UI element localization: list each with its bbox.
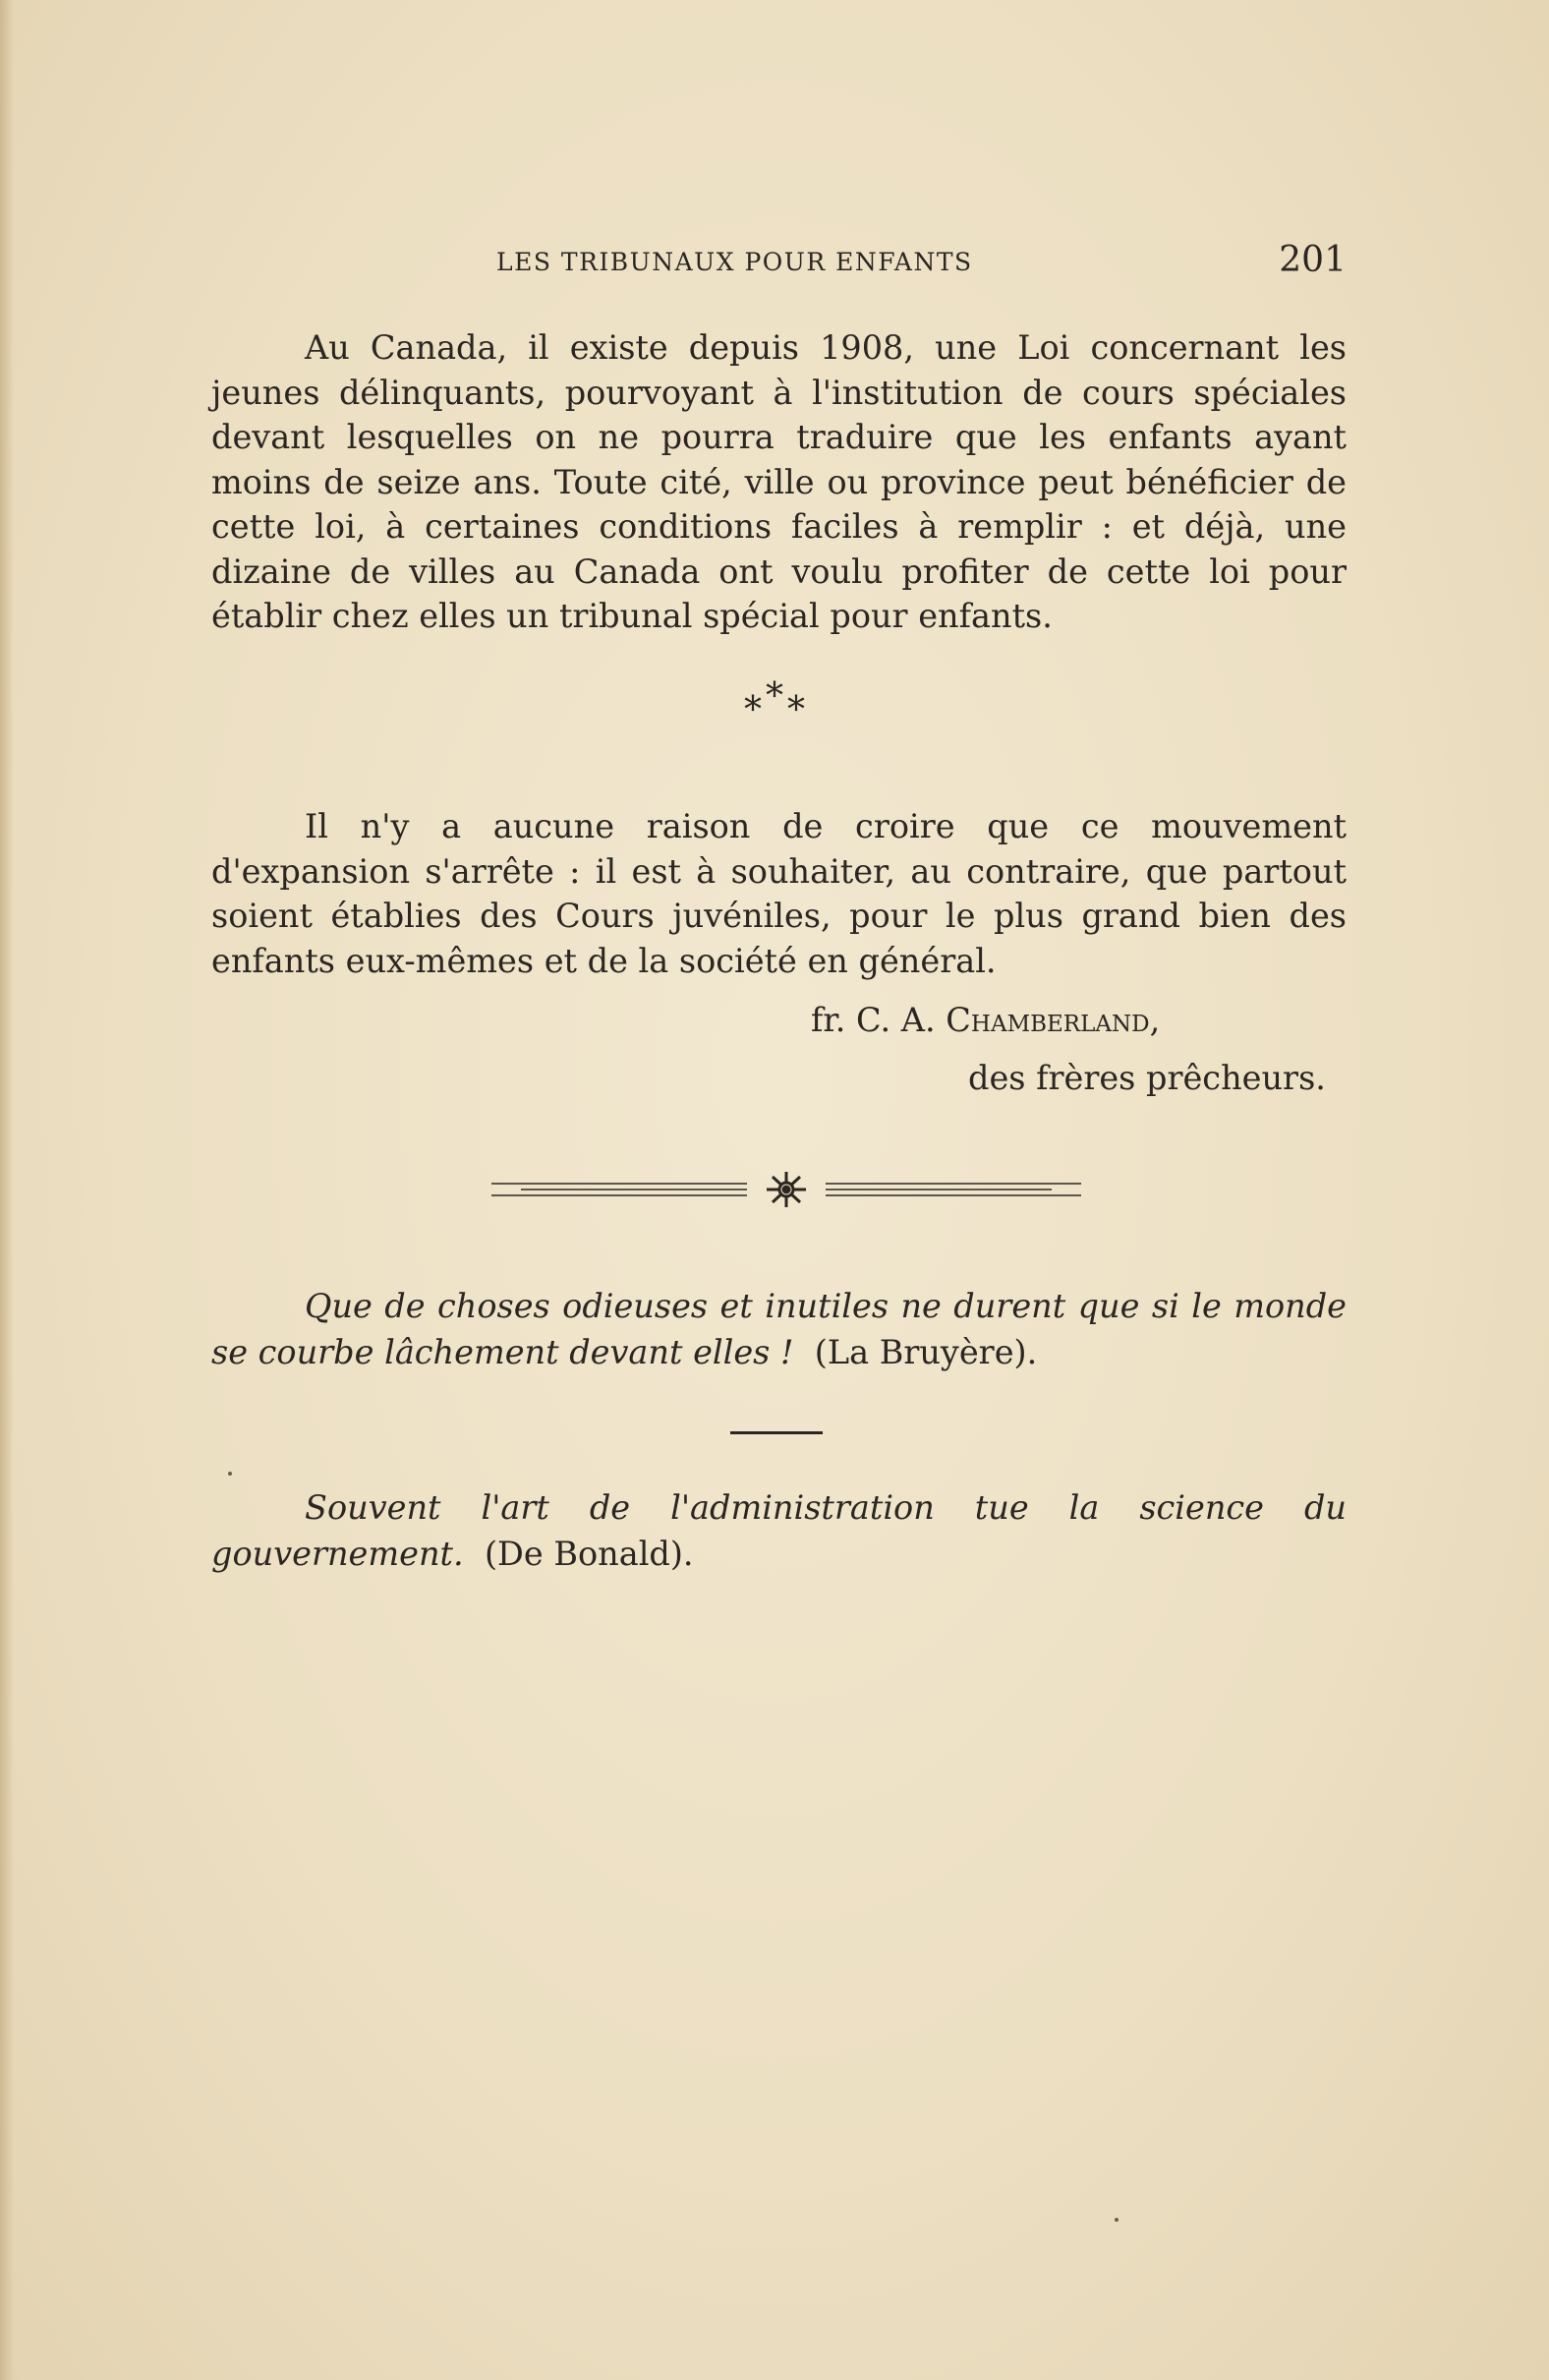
author-affiliation: des frères prêcheurs. bbox=[968, 1059, 1326, 1097]
quote-2-author: (De Bonald). bbox=[484, 1535, 694, 1573]
separator-rule bbox=[730, 1431, 823, 1434]
running-head: LES TRIBUNAUX POUR ENFANTS bbox=[496, 248, 973, 276]
paragraph-1-text: Au Canada, il existe depuis 1908, une Loi concernant les jeunes délinquants, pourvoyant à l'institution de cours spéciales devant lesquelles on ne pourra traduire que les enfants ayant moins de seize ans. Toute cité, ville ou province peut bénéficier de cette loi, à certaines conditions faciles à remplir : et déjà, une dizaine de villes au Canada ont voulu profiter de cette loi pour établir chez elles un tribunal spécial pour enfants. bbox=[211, 328, 1347, 635]
signature-prefix: fr. C. A. bbox=[811, 1001, 947, 1039]
quote-la-bruyere bbox=[211, 1283, 1347, 1375]
paragraph-1 bbox=[211, 325, 1347, 639]
quote-1-author: (La Bruyère). bbox=[814, 1333, 1038, 1371]
paragraph-2 bbox=[211, 804, 1347, 983]
page-header bbox=[211, 240, 1347, 285]
asterism-separator bbox=[708, 676, 845, 730]
quote-2-text: Souvent l'art de l'administration tue la science du gouvernement. bbox=[211, 1488, 1347, 1573]
asterisk-icon: * bbox=[787, 690, 809, 730]
page-number: 201 bbox=[1279, 240, 1347, 280]
paragraph-2-text: Il n'y a aucune raison de croire que ce mouvement d'expansion s'arrête : il est à souhaiter, au contraire, que partout soient établies des Cours juvéniles, pour le plus grand bien des enfants eux-mêmes et de la société en général. bbox=[211, 807, 1347, 980]
author-signature bbox=[811, 1001, 1160, 1039]
paper-speck bbox=[228, 1472, 232, 1476]
signature-name: Chamberland, bbox=[946, 1001, 1161, 1039]
asterisk-icon: * bbox=[744, 690, 766, 730]
sunburst-ornament-icon bbox=[491, 1170, 1081, 1209]
quote-1-text: Que de choses odieuses et inutiles ne durent que si le monde se courbe lâchement devant elles ! bbox=[211, 1287, 1347, 1371]
paper-speck bbox=[1115, 2218, 1119, 2222]
quote-de-bonald bbox=[211, 1484, 1347, 1577]
asterisk-icon: * bbox=[766, 676, 787, 717]
page-edge-shadow bbox=[0, 0, 14, 2380]
